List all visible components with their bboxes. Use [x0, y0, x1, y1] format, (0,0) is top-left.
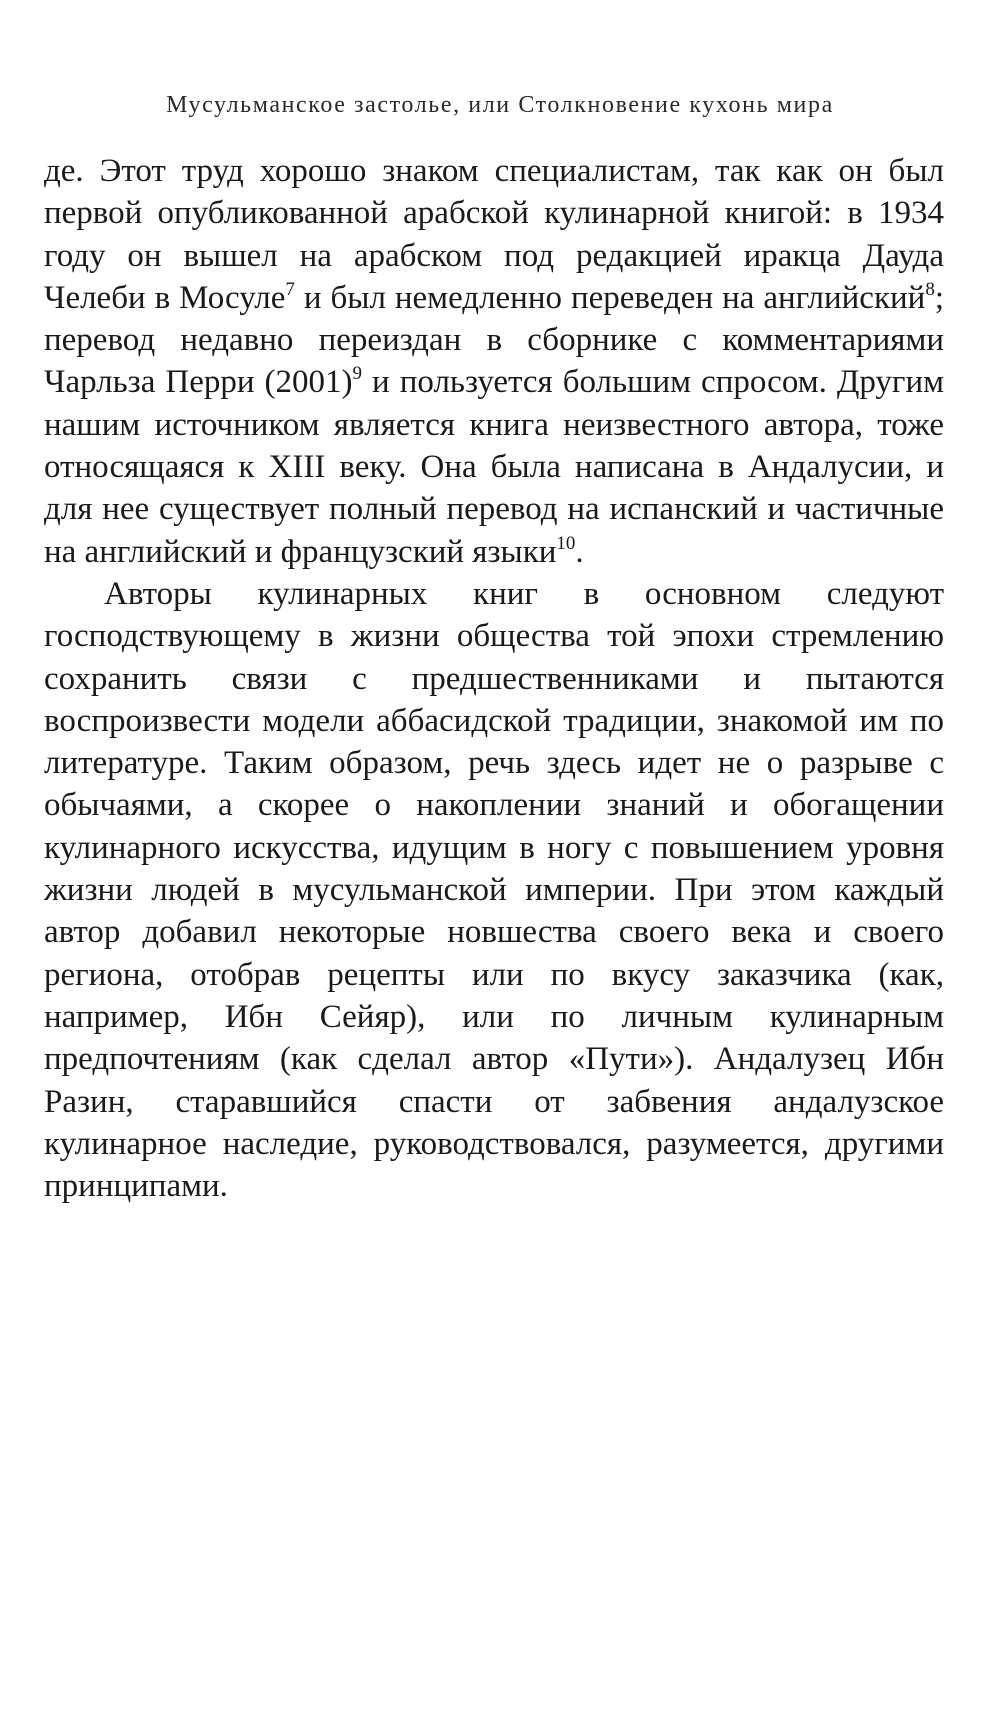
paragraph-1-text-e: .: [575, 533, 584, 570]
body-text: [44, 150, 944, 1207]
paragraph-1-text-c: ; перевод недавно переиздан в сборнике с комментариями Чарльза Перри (2001): [44, 279, 944, 401]
footnote-ref-10[interactable]: 10: [556, 532, 576, 554]
paragraph-1-text-d: и пользуется большим спросом. Другим нашим источником является книга неизвестного автора, тоже относящаяся к XIII веку. Она была написана в Андалусии, и для нее существует полный перевод на испанский и частичные на английский и французский языки: [44, 364, 944, 570]
footnote-ref-7[interactable]: 7: [285, 278, 295, 300]
footnote-ref-8[interactable]: 8: [925, 278, 935, 300]
paragraph-1-text-a: де. Этот труд хорошо знаком специалистам, так как он был первой опубликованной арабской кулинарной книгой: в 1934 году он вышел на арабском под редакцией иракца Дауда Челеби в Мосуле: [44, 153, 944, 316]
paragraph-1-text-b: и был немедленно переведен на английский: [294, 279, 926, 316]
footnote-ref-9[interactable]: 9: [352, 363, 363, 385]
paragraph-1: [44, 150, 944, 573]
running-header: Мусульманское застолье, или Столкновение кухонь мира: [166, 92, 834, 118]
paragraph-2: Авторы кулинарных книг в основном следуют господствующему в жизни общества той эпохи стремлению сохранить связи с предшественниками и пытаются воспроизвести модели аббасидской традиции, знакомой им по литературе. Таким образом, речь здесь идет не о разрыве с обычаями, а скорее о накоплении знаний и обогащении кулинарного искусства, идущим в ногу с повышением уровня жизни людей в мусульманской империи. При этом каждый автор добавил некоторые новшества своего века и своего региона, отобрав рецепты или по вкусу заказчика (как, например, Ибн Сейяр), или по личным кулинарным предпочтениям (как сделал автор «Пути»). Андалузец Ибн Разин, старавшийся спасти от забвения андалузское кулинарное наследие, руководствовался, разумеется, другими принципами.: [44, 575, 944, 1205]
